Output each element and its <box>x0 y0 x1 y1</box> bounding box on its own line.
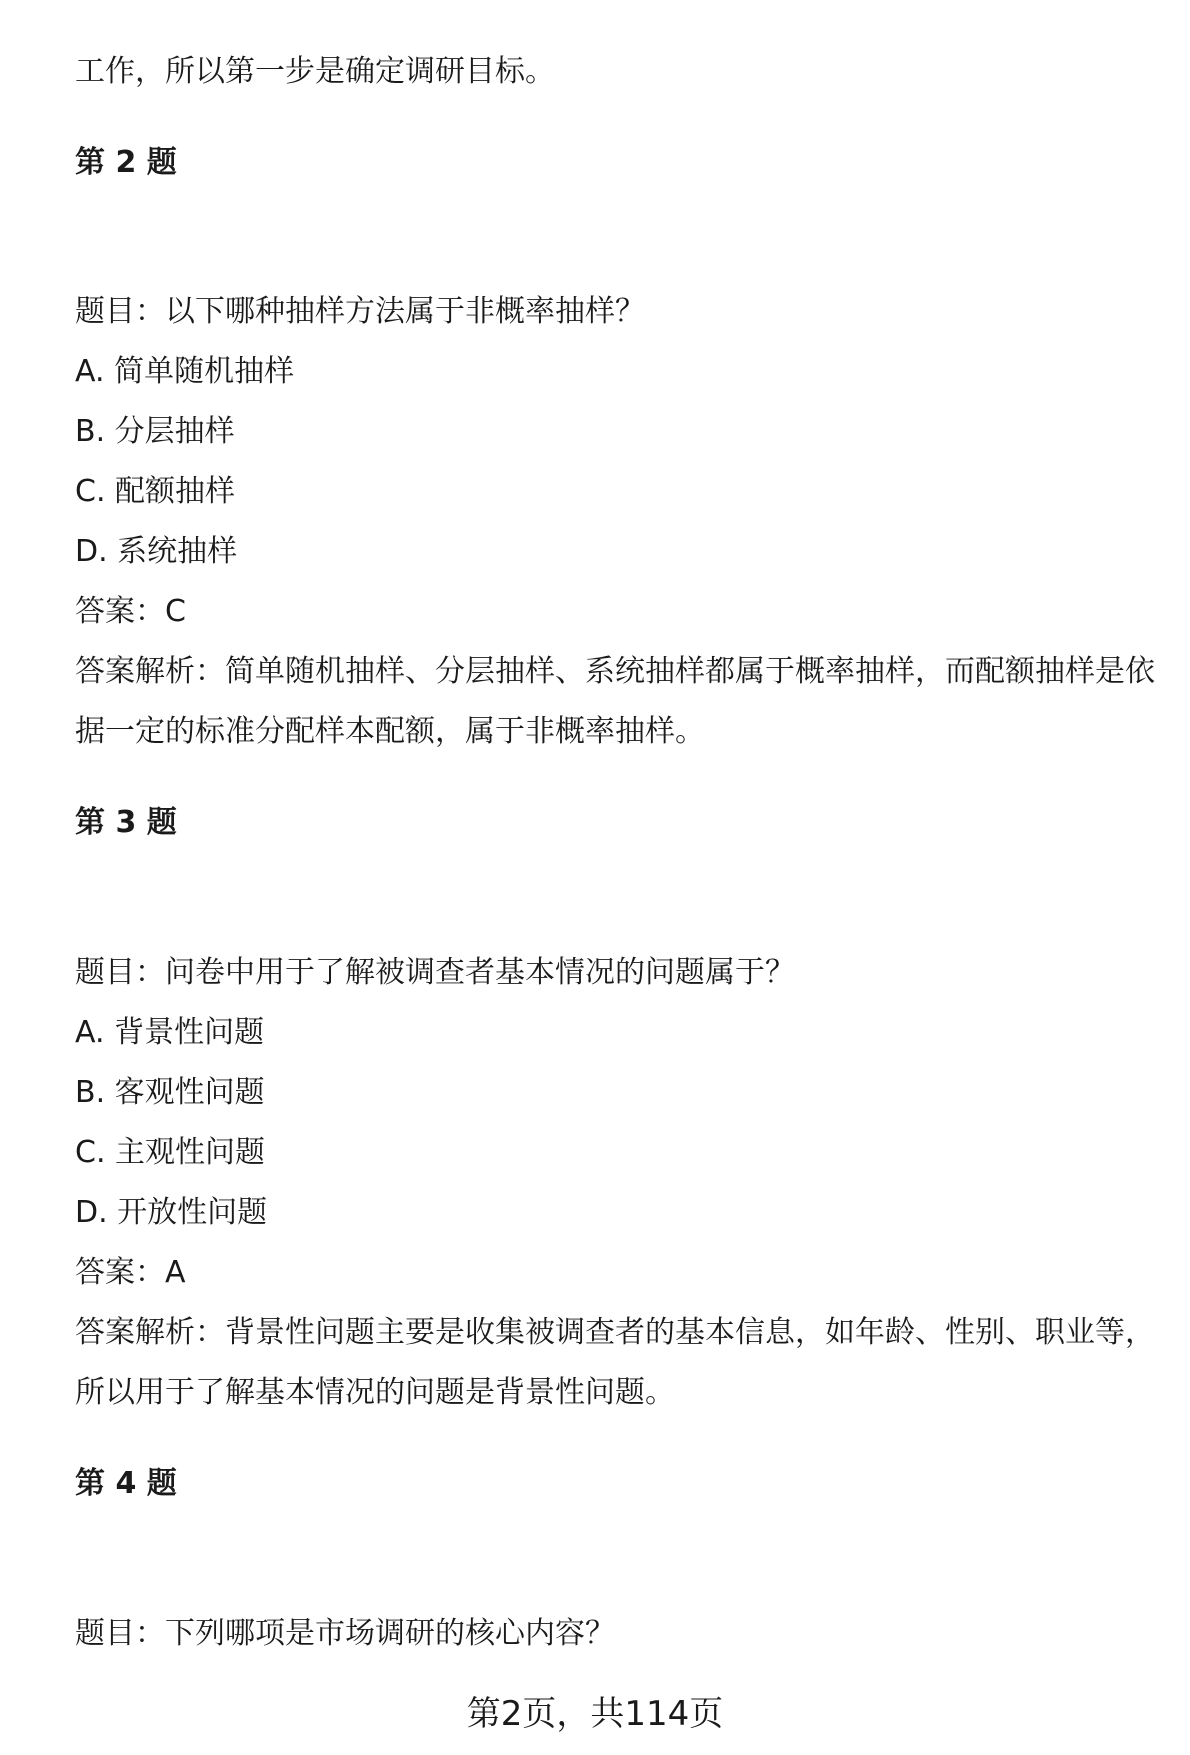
question-heading: 第 4 题 <box>75 1466 177 1501</box>
question-text: 题目：下列哪项是市场调研的核心内容？ <box>75 1616 615 1651</box>
option-a: A. 背景性问题 <box>75 1015 265 1050</box>
option-c: C. 配额抽样 <box>75 474 236 509</box>
continuation-text: 工作，所以第一步是确定调研目标。 <box>75 54 555 89</box>
explanation-line: 据一定的标准分配样本配额，属于非概率抽样。 <box>75 714 705 749</box>
option-d: D. 开放性问题 <box>75 1195 268 1230</box>
explanation-line: 答案解析：背景性问题主要是收集被调查者的基本信息，如年龄、性别、职业等， <box>75 1315 1155 1350</box>
answer-text: 答案：C <box>75 594 186 629</box>
question-heading: 第 2 题 <box>75 145 177 180</box>
explanation-line: 答案解析：简单随机抽样、分层抽样、系统抽样都属于概率抽样，而配额抽样是依 <box>75 654 1155 689</box>
question-text: 题目：问卷中用于了解被调查者基本情况的问题属于？ <box>75 955 795 990</box>
question-text: 题目：以下哪种抽样方法属于非概率抽样？ <box>75 294 645 329</box>
option-c: C. 主观性问题 <box>75 1135 266 1170</box>
option-a: A. 简单随机抽样 <box>75 354 295 389</box>
page-number: 第2页，共114页 <box>466 1694 724 1734</box>
option-b: B. 客观性问题 <box>75 1075 265 1110</box>
answer-text: 答案：A <box>75 1255 186 1290</box>
option-b: B. 分层抽样 <box>75 414 235 449</box>
option-d: D. 系统抽样 <box>75 534 238 569</box>
question-heading: 第 3 题 <box>75 805 177 840</box>
explanation-line: 所以用于了解基本情况的问题是背景性问题。 <box>75 1375 675 1410</box>
